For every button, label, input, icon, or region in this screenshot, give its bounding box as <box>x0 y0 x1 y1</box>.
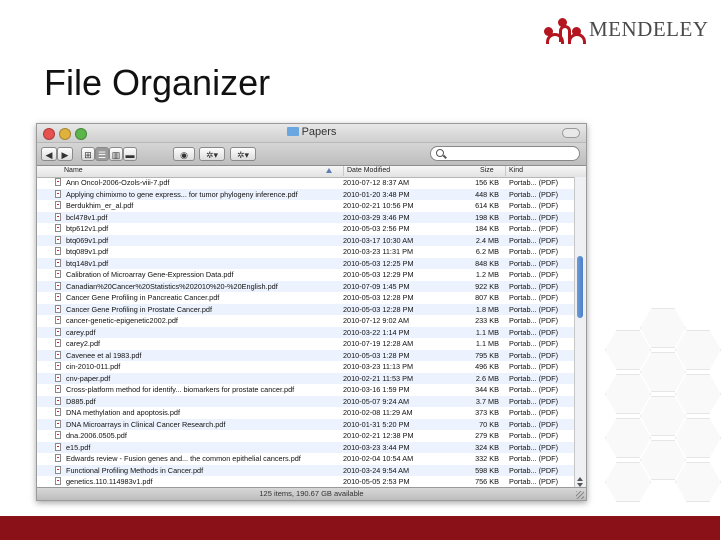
forward-arrow-icon: ▶ <box>61 150 69 160</box>
file-size: 2.4 MB <box>475 235 499 245</box>
file-row[interactable] <box>37 396 575 408</box>
file-kind: Portab... (PDF) <box>509 212 559 222</box>
hexagon-decoration <box>640 308 686 348</box>
file-date-modified: 2010-03-29 3:46 PM <box>343 212 410 222</box>
file-size: 70 KB <box>479 419 499 429</box>
file-date-modified: 2010-05-03 12:28 PM <box>343 304 414 314</box>
file-kind: Portab... (PDF) <box>509 419 559 429</box>
file-row[interactable] <box>37 465 575 477</box>
pdf-file-icon <box>55 454 61 462</box>
folder-icon <box>287 127 299 136</box>
file-kind: Portab... (PDF) <box>509 477 559 486</box>
file-date-modified: 2010-03-16 1:59 PM <box>343 385 410 394</box>
file-name: Functional Profiling Methods in Cancer.pdf <box>66 465 204 475</box>
file-row[interactable] <box>37 327 575 339</box>
pdf-file-icon <box>55 201 61 209</box>
file-row[interactable] <box>37 212 575 224</box>
file-date-modified: 2010-03-17 10:30 AM <box>343 235 414 245</box>
pdf-file-icon <box>55 190 61 198</box>
search-icon <box>436 149 444 157</box>
file-name: Cancer Gene Profiling in Pancreatic Cancer.pdf <box>66 293 220 302</box>
file-size: 198 KB <box>475 212 499 222</box>
file-size: 324 KB <box>475 442 499 452</box>
file-size: 1.2 MB <box>475 270 499 279</box>
file-name: Cross-platform method for identify... biomarkers for prostate cancer.pdf <box>66 385 295 394</box>
file-name: dna.2006.0505.pdf <box>66 431 127 440</box>
pdf-file-icon <box>55 236 61 244</box>
search-input[interactable] <box>430 146 580 161</box>
file-size: 922 KB <box>475 281 499 291</box>
file-size: 807 KB <box>475 293 499 302</box>
file-row[interactable] <box>37 453 575 465</box>
file-size: 848 KB <box>475 258 499 268</box>
list-view-icon: ☰ <box>97 150 107 160</box>
file-name: cin-2010-011.pdf <box>66 362 121 371</box>
forward-button[interactable] <box>57 147 73 161</box>
file-size: 279 KB <box>475 431 499 440</box>
file-date-modified: 2010-07-12 8:37 AM <box>343 178 410 187</box>
file-kind: Portab... (PDF) <box>509 270 559 279</box>
file-kind: Portab... (PDF) <box>509 431 559 440</box>
file-kind: Portab... (PDF) <box>509 408 559 417</box>
file-row[interactable] <box>37 281 575 293</box>
file-name: bcl478v1.pdf <box>66 212 108 222</box>
file-size: 184 KB <box>475 224 499 233</box>
file-date-modified: 2010-05-03 2:56 PM <box>343 224 410 233</box>
hexagon-decoration <box>675 462 721 502</box>
footer-bar <box>0 516 720 540</box>
scroll-thumb[interactable] <box>577 256 583 318</box>
file-kind: Portab... (PDF) <box>509 224 559 233</box>
file-row[interactable] <box>37 430 575 442</box>
pdf-file-icon <box>55 362 61 370</box>
file-size: 1.1 MB <box>475 339 499 348</box>
file-size: 448 KB <box>475 189 499 199</box>
file-row[interactable] <box>37 223 575 235</box>
file-name: genetics.110.114983v1.pdf <box>66 477 153 486</box>
file-kind: Portab... (PDF) <box>509 247 559 256</box>
file-row[interactable] <box>37 235 575 247</box>
file-name: carey2.pdf <box>66 339 101 348</box>
file-name: Ann Oncol-2006-Ozols-viii-7.pdf <box>66 178 170 187</box>
pdf-file-icon <box>55 431 61 439</box>
file-size: 2.6 MB <box>475 373 499 383</box>
file-row[interactable] <box>37 442 575 454</box>
resize-grip-icon[interactable] <box>576 491 584 499</box>
file-kind: Portab... (PDF) <box>509 385 559 394</box>
file-size: 156 KB <box>475 178 499 187</box>
brand-name: MENDELEY <box>589 16 709 41</box>
file-size: 233 KB <box>475 316 499 325</box>
file-row[interactable] <box>37 258 575 270</box>
file-kind: Portab... (PDF) <box>509 304 559 314</box>
pdf-file-icon <box>55 420 61 428</box>
file-date-modified: 2010-07-09 1:45 PM <box>343 281 410 291</box>
hexagon-decoration <box>605 462 651 502</box>
file-kind: Portab... (PDF) <box>509 258 559 268</box>
hexagon-decoration <box>675 330 721 370</box>
file-date-modified: 2010-05-03 12:28 PM <box>343 293 414 302</box>
file-date-modified: 2010-07-12 9:02 AM <box>343 316 410 325</box>
hexagon-decoration <box>640 352 686 392</box>
gear-icon: ✲▾ <box>205 150 219 160</box>
file-date-modified: 2010-02-04 10:54 AM <box>343 454 414 463</box>
file-kind: Portab... (PDF) <box>509 316 559 325</box>
file-row[interactable] <box>37 292 575 304</box>
file-name: Edwards review - Fusion genes and... the common epithelial cancers.pdf <box>66 454 301 463</box>
file-row[interactable] <box>37 177 575 189</box>
status-bar <box>37 487 586 500</box>
status-text: 125 items, 190.67 GB available <box>259 489 364 498</box>
list-view-button[interactable] <box>95 147 109 161</box>
file-size: 496 KB <box>475 362 499 371</box>
column-size-header[interactable]: Size <box>480 167 494 174</box>
file-date-modified: 2010-02-21 11:53 PM <box>343 373 414 383</box>
file-kind: Portab... (PDF) <box>509 339 559 348</box>
hexagon-decoration <box>605 374 651 414</box>
hexagon-decoration <box>605 418 651 458</box>
window-title: Papers <box>301 126 337 138</box>
file-date-modified: 2010-05-05 2:53 PM <box>343 477 410 486</box>
file-list <box>37 177 575 488</box>
gear-icon: ✲▾ <box>236 150 250 160</box>
file-name: Calibration of Microarray Gene-Expression Data.pdf <box>66 270 234 279</box>
pdf-file-icon <box>55 466 61 474</box>
file-kind: Portab... (PDF) <box>509 442 559 452</box>
file-kind: Portab... (PDF) <box>509 235 559 245</box>
decorative-hexagons <box>585 300 720 510</box>
column-kind-header[interactable]: Kind <box>505 166 523 176</box>
hexagon-decoration <box>675 374 721 414</box>
action-button[interactable] <box>199 147 225 161</box>
file-row[interactable] <box>37 189 575 201</box>
file-date-modified: 2010-03-23 11:31 PM <box>343 247 414 256</box>
hexagon-decoration <box>605 330 651 370</box>
pdf-file-icon <box>55 374 61 382</box>
pdf-file-icon <box>55 339 61 347</box>
file-name: e15.pdf <box>66 442 91 452</box>
pdf-file-icon <box>55 328 61 336</box>
file-date-modified: 2010-03-22 1:14 PM <box>343 327 410 337</box>
pdf-file-icon <box>55 408 61 416</box>
file-date-modified: 2010-03-24 9:54 AM <box>343 465 410 475</box>
file-kind: Portab... (PDF) <box>509 281 559 291</box>
file-name: Berdukhim_er_al.pdf <box>66 201 134 210</box>
file-date-modified: 2010-03-23 3:44 PM <box>343 442 410 452</box>
window-titlebar[interactable] <box>37 124 586 143</box>
file-size: 6.2 MB <box>475 247 499 256</box>
column-name-header[interactable]: Name <box>64 167 83 174</box>
file-date-modified: 2010-05-03 12:25 PM <box>343 258 414 268</box>
hexagon-decoration <box>640 440 686 480</box>
finder-window <box>36 123 587 501</box>
file-row[interactable] <box>37 407 575 419</box>
file-name: btp612v1.pdf <box>66 224 109 233</box>
pdf-file-icon <box>55 477 61 485</box>
file-date-modified: 2010-03-23 11:13 PM <box>343 362 414 371</box>
pdf-file-icon <box>55 385 61 393</box>
file-kind: Portab... (PDF) <box>509 293 559 302</box>
pdf-file-icon <box>55 316 61 324</box>
file-kind: Portab... (PDF) <box>509 373 559 383</box>
quicklook-button[interactable] <box>173 147 195 161</box>
pdf-file-icon <box>55 397 61 405</box>
coverflow-view-button[interactable] <box>123 147 137 161</box>
file-name: btq069v1.pdf <box>66 235 109 245</box>
arrange-button[interactable] <box>230 147 256 161</box>
file-row[interactable] <box>37 361 575 373</box>
slide-title: File Organizer <box>44 62 271 103</box>
file-date-modified: 2010-02-21 10:56 PM <box>343 201 414 210</box>
toolbar-toggle-button[interactable] <box>562 128 580 138</box>
file-date-modified: 2010-07-19 12:28 AM <box>343 339 414 348</box>
pdf-file-icon <box>55 282 61 290</box>
file-kind: Portab... (PDF) <box>509 350 559 360</box>
pdf-file-icon <box>55 351 61 359</box>
file-date-modified: 2010-05-07 9:24 AM <box>343 396 410 406</box>
file-name: DNA Microarrays in Clinical Cancer Research.pdf <box>66 419 226 429</box>
file-size: 598 KB <box>475 465 499 475</box>
sort-ascending-icon <box>326 168 332 173</box>
back-button[interactable] <box>41 147 57 161</box>
mendeley-logo <box>543 14 708 44</box>
file-name: D885.pdf <box>66 396 96 406</box>
pdf-file-icon <box>55 443 61 451</box>
pdf-file-icon <box>55 224 61 232</box>
file-size: 756 KB <box>475 477 499 486</box>
file-kind: Portab... (PDF) <box>509 189 559 199</box>
file-size: 332 KB <box>475 454 499 463</box>
file-size: 795 KB <box>475 350 499 360</box>
file-row[interactable] <box>37 315 575 327</box>
pdf-file-icon <box>55 259 61 267</box>
pdf-file-icon <box>55 305 61 313</box>
column-view-button[interactable] <box>109 147 123 161</box>
file-date-modified: 2010-02-08 11:29 AM <box>343 408 413 417</box>
hexagon-decoration <box>675 418 721 458</box>
file-row[interactable] <box>37 476 575 488</box>
mendeley-logo-icon <box>543 15 583 43</box>
file-size: 1.1 MB <box>475 327 499 337</box>
column-date-header[interactable]: Date Modified <box>343 166 390 176</box>
file-name: cnv-paper.pdf <box>66 373 111 383</box>
column-view-icon: ▥ <box>111 150 121 160</box>
icon-view-button[interactable] <box>81 147 95 161</box>
file-size: 373 KB <box>475 408 499 417</box>
file-date-modified: 2010-01-20 3:48 PM <box>343 189 410 199</box>
file-kind: Portab... (PDF) <box>509 327 559 337</box>
file-row[interactable] <box>37 384 575 396</box>
pdf-file-icon <box>55 247 61 255</box>
file-name: Cancer Gene Profiling in Prostate Cancer.pdf <box>66 304 213 314</box>
file-name: Cavenee et al 1983.pdf <box>66 350 142 360</box>
file-name: DNA methylation and apoptosis.pdf <box>66 408 180 417</box>
icon-view-icon: ⊞ <box>84 150 92 160</box>
scroll-up-icon[interactable] <box>577 477 583 481</box>
file-row[interactable] <box>37 304 575 316</box>
file-date-modified: 2010-05-03 1:28 PM <box>343 350 410 360</box>
file-kind: Portab... (PDF) <box>509 178 559 187</box>
file-kind: Portab... (PDF) <box>509 465 559 475</box>
file-kind: Portab... (PDF) <box>509 201 559 210</box>
file-row[interactable] <box>37 350 575 362</box>
file-row[interactable] <box>37 269 575 281</box>
file-name: btq089v1.pdf <box>66 247 109 256</box>
file-name: Canadian%20Cancer%20Statistics%202010%20-%20English.pdf <box>66 281 278 291</box>
hexagon-decoration <box>640 396 686 436</box>
file-row[interactable] <box>37 338 575 350</box>
file-size: 1.8 MB <box>475 304 499 314</box>
coverflow-view-icon: ▬ <box>125 150 135 160</box>
file-row[interactable] <box>37 200 575 212</box>
file-kind: Portab... (PDF) <box>509 362 559 371</box>
file-kind: Portab... (PDF) <box>509 396 559 406</box>
pdf-file-icon <box>55 293 61 301</box>
file-name: Applying chimixmo to gene express... for tumor phylogeny inference.pdf <box>66 189 298 199</box>
file-row[interactable] <box>37 246 575 258</box>
toolbar <box>37 143 586 166</box>
file-row[interactable] <box>37 419 575 431</box>
file-size: 3.7 MB <box>475 396 499 406</box>
file-size: 614 KB <box>475 201 499 210</box>
eye-icon: ◉ <box>180 150 188 160</box>
file-date-modified: 2010-01-31 5:20 PM <box>343 419 410 429</box>
pdf-file-icon <box>55 270 61 278</box>
file-name: carey.pdf <box>66 327 96 337</box>
file-date-modified: 2010-02-21 12:38 PM <box>343 431 414 440</box>
file-kind: Portab... (PDF) <box>509 454 559 463</box>
file-row[interactable] <box>37 373 575 385</box>
back-arrow-icon: ◀ <box>45 150 53 160</box>
file-name: cancer-genetic-epigenetic2002.pdf <box>66 316 178 325</box>
file-name: btq148v1.pdf <box>66 258 109 268</box>
pdf-file-icon <box>55 213 61 221</box>
file-date-modified: 2010-05-03 12:29 PM <box>343 270 414 279</box>
pdf-file-icon <box>55 178 61 186</box>
file-size: 344 KB <box>475 385 499 394</box>
